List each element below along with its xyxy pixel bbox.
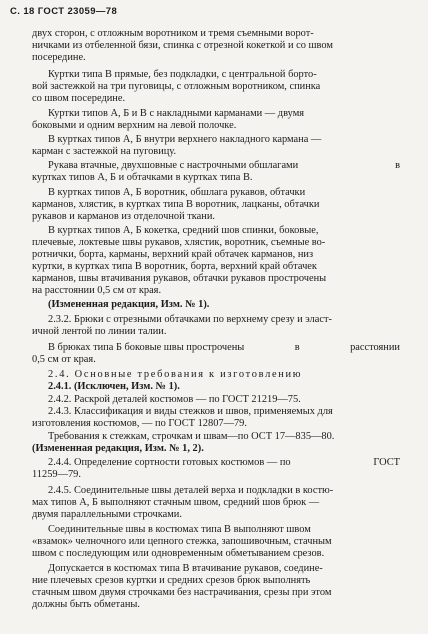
text-line: 2.3.2. Брюки с отрезными обтачками по верхнему срезу и эласт- <box>48 314 332 325</box>
text-line: двумя параллельными строчками. <box>32 509 182 520</box>
text-line: 2.4.1. (Исключен, Изм. № 1). <box>48 381 180 392</box>
text-line: на расстоянии 0,5 см от края. <box>32 285 162 296</box>
text-line: стачным швом двумя строчками без настрачивания, срезы при этом <box>32 587 332 598</box>
text-line: ние плечевых срезов куртки и средних срезов брюк выполнять <box>32 575 311 586</box>
text-line: изготовления костюмов, — по ГОСТ 12807—79. <box>32 418 247 429</box>
amendment-note: (Измененная редакция, Изм. № 1, 2). <box>32 443 204 454</box>
text-line: В куртках типов А, Б внутри верхнего накладного кармана — <box>48 134 322 145</box>
section-heading: 2.4. Основные требования к изготовлению <box>48 369 303 380</box>
text-line <box>48 342 400 354</box>
text-line: куртках типов А, Б и обтачками в куртках типа В. <box>32 172 253 183</box>
text-line: Куртки типа В прямые, без подкладки, с центральной борто- <box>48 69 317 80</box>
text-line <box>48 457 400 469</box>
text-fragment: расстоянии <box>350 342 400 353</box>
text-line: ичной лентой по линии талии. <box>32 326 167 337</box>
text-line: 2.4.5. Соединительные швы деталей верха и подкладки в костю- <box>48 485 334 496</box>
text-line: 2.4.3. Классификация и виды стежков и швов, применяемых для <box>48 406 333 417</box>
text-line: В куртках типов А, Б кокетка, средний шов спинки, боковые, <box>48 225 319 236</box>
page-header: С. 18 ГОСТ 23059—78 <box>10 6 118 17</box>
text-line: Допускается в костюмах типа В втачивание рукавов, соедине- <box>48 563 323 574</box>
text-line: куртки, в куртках типа В воротник, борта, верхний край обтачек <box>32 261 317 272</box>
text-fragment: в <box>395 160 400 171</box>
text-line: рукавов и карманов из отделочной ткани. <box>32 211 216 222</box>
text-line: посередине. <box>32 52 86 63</box>
text-fragment: 2.4.4. Определение сортности готовых костюмов — по <box>48 457 291 468</box>
text-line: карманов, хлястик, в куртках типа В воротник, лацканы, обтачки <box>32 199 320 210</box>
text-line: Соединительные швы в костюмах типа В выполняют швом <box>48 524 311 535</box>
text-line: Требования к стежкам, строчкам и швам—по ОСТ 17—835—80. <box>48 431 335 442</box>
text-line: плечевые, локтевые швы рукавов, хлястик, воротник, съемные во- <box>32 237 326 248</box>
text-line: «взамок» челночного или цепного стежка, запошивочным, стачным <box>32 536 332 547</box>
amendment-note: (Измененная редакция, Изм. № 1). <box>48 299 210 310</box>
text-line: Куртки типов А, Б и В с накладными карманами — двумя <box>48 108 305 119</box>
text-line: со швом посередине. <box>32 93 126 104</box>
text-line: должны быть обметаны. <box>32 599 140 610</box>
text-line: швом с последующим или одновременным обметыванием срезов. <box>32 548 325 559</box>
text-line: 2.4.2. Раскрой деталей костюмов — по ГОСТ 21219—75. <box>48 394 301 405</box>
text-line: В куртках типов А, Б воротник, обшлага рукавов, обтачки <box>48 187 306 198</box>
text-fragment: Рукава втачные, двухшовные с настрочными обшлагами <box>48 160 299 171</box>
text-line: ничками из отбеленной бязи, спинка с отрезной кокеткой и со швом <box>32 40 333 51</box>
text-line: 11259—79. <box>32 469 81 480</box>
text-line: ротнички, борта, карманы, верхний край обтачек карманов, низ <box>32 249 314 260</box>
text-line: вой застежкой на три пуговицы, с отложным воротником, спинка <box>32 81 321 92</box>
text-line: мах типов А, Б выполняют стачным швом, средний шов брюк — <box>32 497 320 508</box>
text-line: 0,5 см от края. <box>32 354 96 365</box>
text-line: карман с застежкой на пуговицу. <box>32 146 177 157</box>
text-line: двух сторон, с отложным воротником и тремя съемными ворот- <box>32 28 314 39</box>
text-fragment: В брюках типа Б боковые швы прострочены <box>48 342 245 353</box>
text-line: карманов, швы втачивания рукавов, обтачки рукавов прострочены <box>32 273 327 284</box>
text-line <box>48 160 400 172</box>
text-fragment: в <box>294 342 300 353</box>
text-fragment: ГОСТ <box>373 457 400 468</box>
text-line: боковыми и одним верхним на левой полочке. <box>32 120 237 131</box>
